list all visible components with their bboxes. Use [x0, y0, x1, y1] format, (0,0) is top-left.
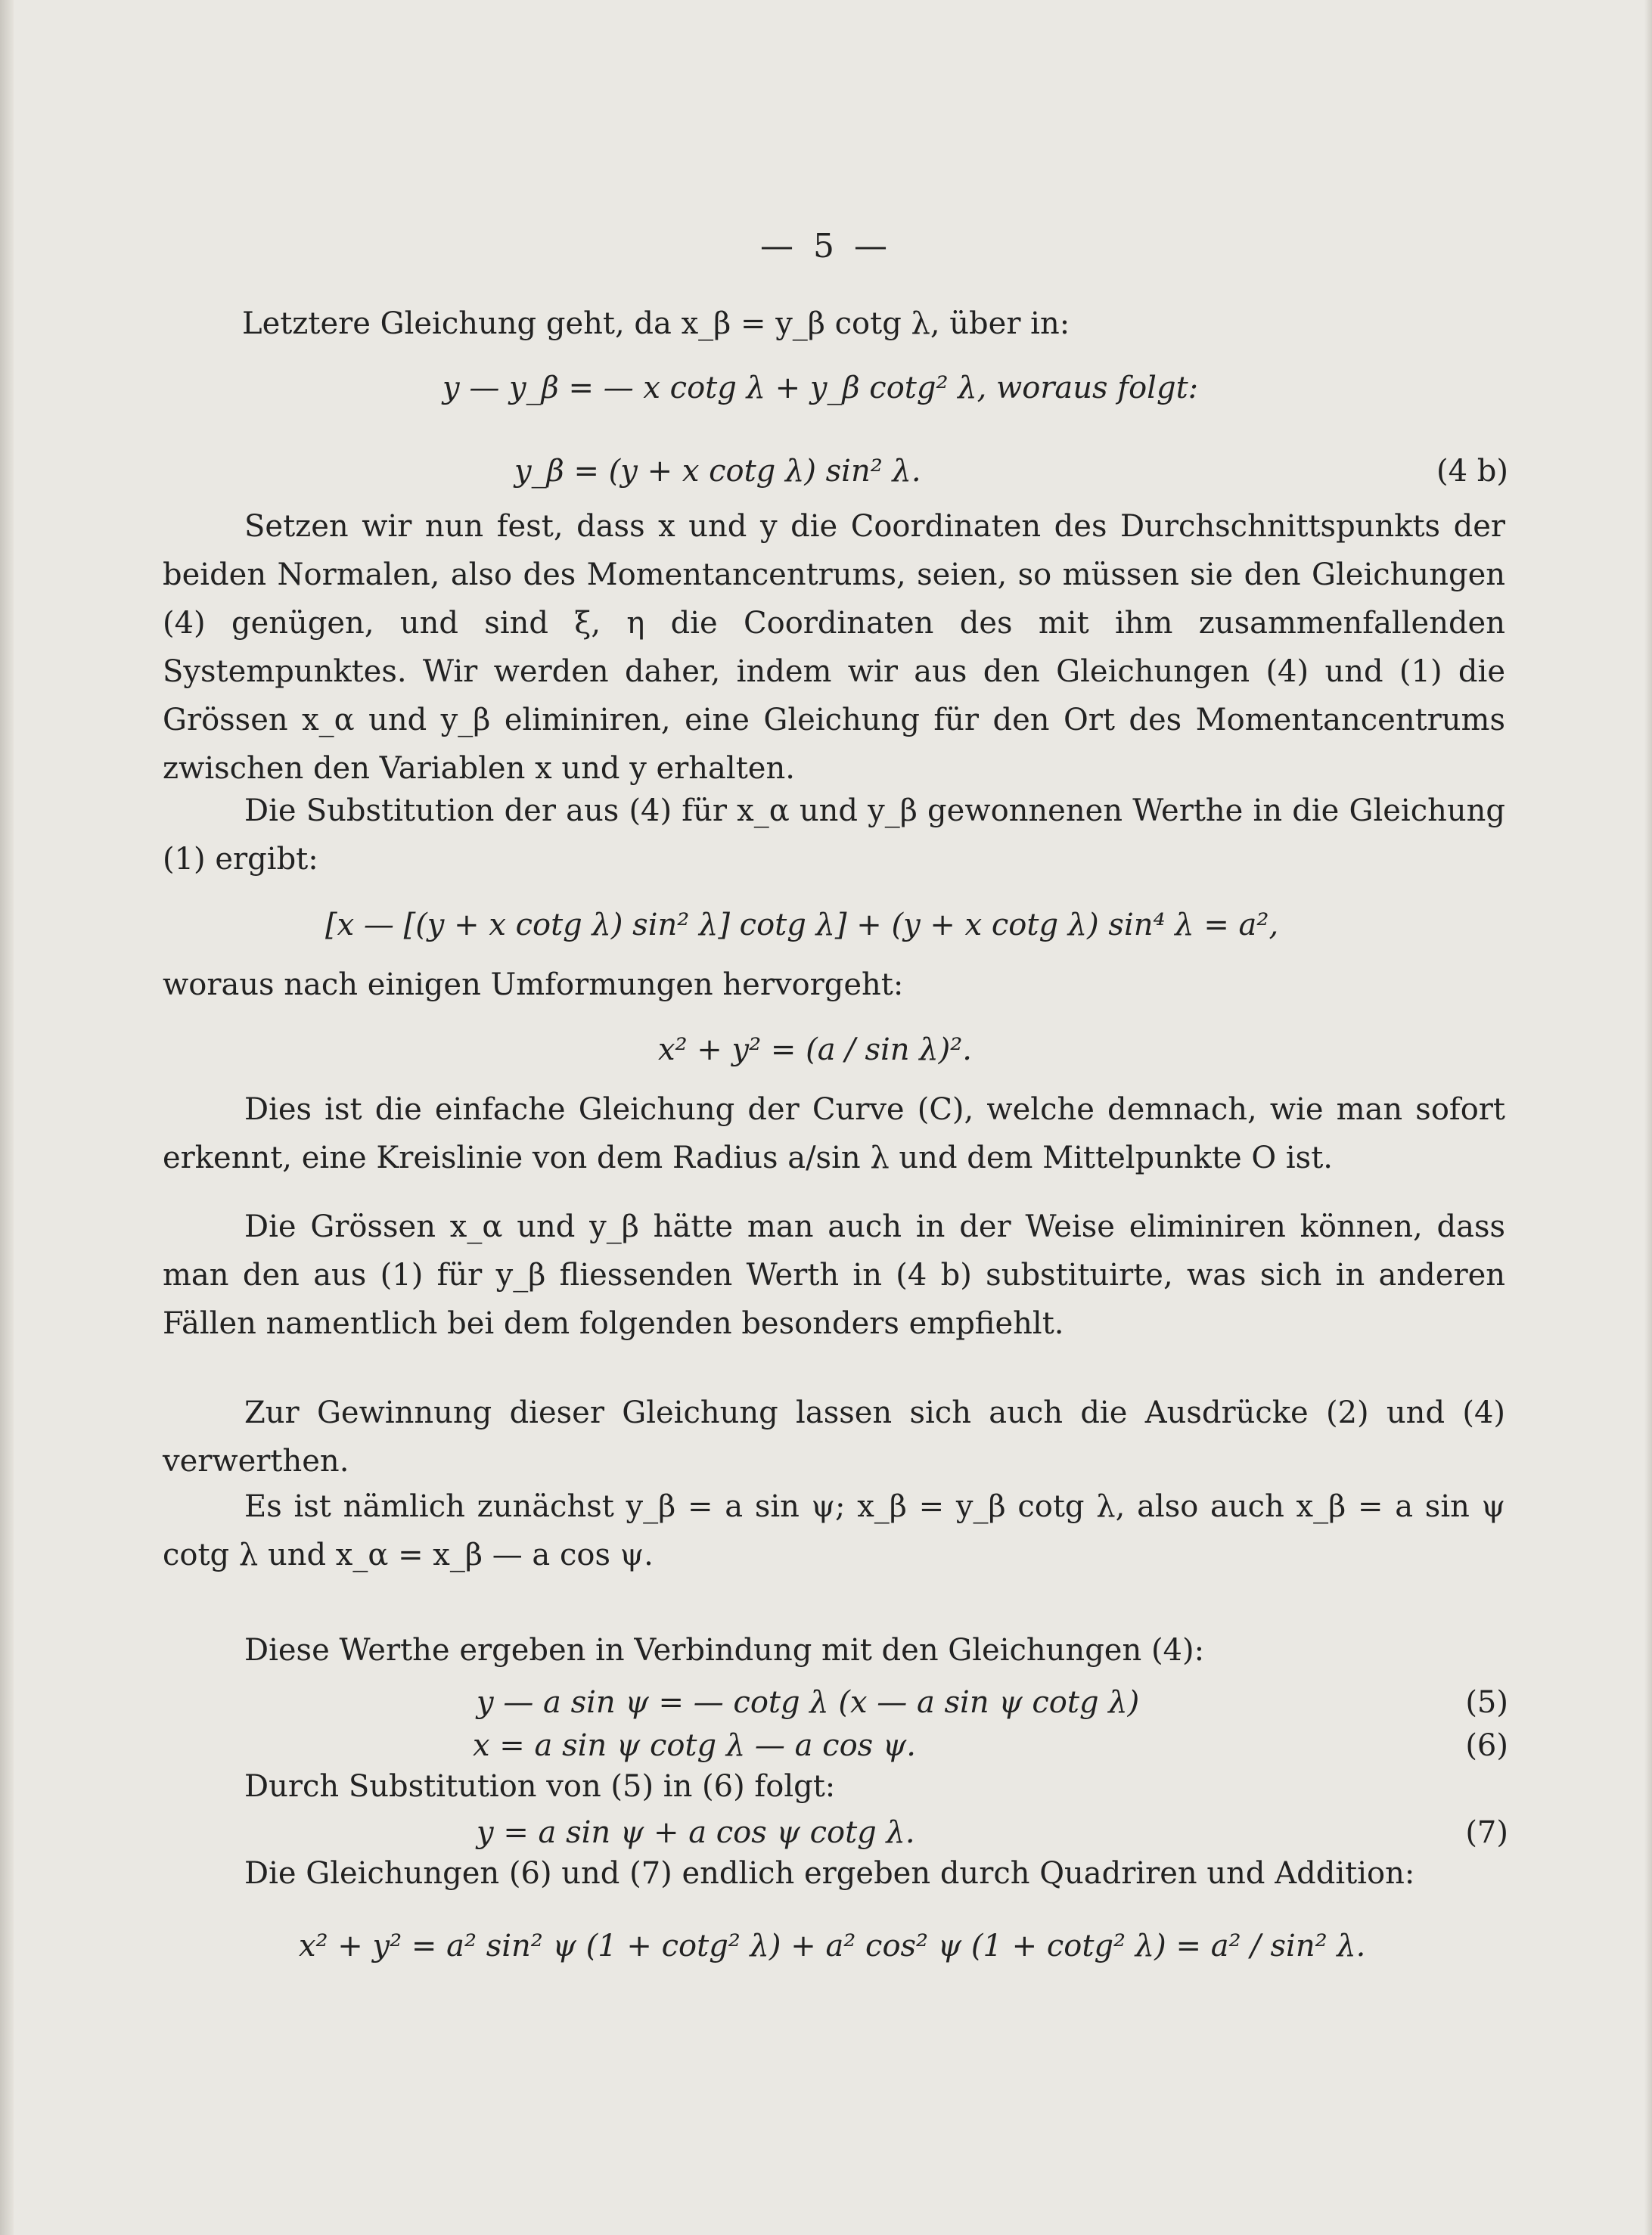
equation-number-7: (7): [1465, 1815, 1508, 1850]
paragraph-8: Diese Werthe ergeben in Verbindung mit den Gleichungen (4):: [244, 1633, 1205, 1668]
paragraph-2: Die Substitution der aus (4) für x_α und y_β gewonnenen Werthe in die Gleichung (1) ergibt:: [163, 793, 1505, 877]
equation-number-4b: (4 b): [1436, 454, 1508, 489]
paragraph-3: woraus nach einigen Umformungen hervorgeht:: [163, 967, 904, 1002]
equation-substitution: [x — [(y + x cotg λ) sin² λ] cotg λ] + (y + x cotg λ) sin⁴ λ = a²,: [325, 908, 1279, 942]
equation-number-5: (5): [1465, 1685, 1508, 1720]
paragraph-4: Dies ist die einfache Gleichung der Curve (C), welche demnach, wie man sofort erkennt, eine Kreislinie von dem Radius a/sin λ und dem Mittelpunkte O ist.: [163, 1092, 1505, 1175]
line-1: Letztere Gleichung geht, da x_β = y_β cotg λ, über in:: [242, 306, 1070, 341]
equation-6: x = a sin ψ cotg λ — a cos ψ.: [473, 1728, 916, 1763]
equation-circle: x² + y² = (a / sin λ)².: [658, 1032, 972, 1067]
equation-number-6: (6): [1465, 1728, 1508, 1763]
paragraph-10: Die Gleichungen (6) und (7) endlich ergeben durch Quadriren und Addition:: [244, 1856, 1415, 1891]
paragraph-1: Setzen wir nun fest, dass x und y die Coordinaten des Durchschnittspunkts der beiden Normalen, also des Momentancentrums, seien, so müssen sie den Gleichungen (4) genügen, und sind ξ, η die Coordinaten des mit ihm zusammenfallenden Systempunktes. Wir werden daher, indem wir aus den Gleichungen (4) und (1) die Grössen x_α und y_β eliminiren, eine Gleichung für den Ort des Momentancentrums zwischen den Variablen x und y erhalten.: [163, 509, 1505, 786]
page-binding-edge: [0, 0, 14, 2235]
paragraph-5: Die Grössen x_α und y_β hätte man auch in der Weise eliminiren können, dass man den aus (1) für y_β fliessenden Werth in (4 b) substituirte, was sich in anderen Fällen namentlich bei dem folgenden besonders empfiehlt.: [163, 1209, 1505, 1341]
page-right-edge: [1644, 0, 1652, 2235]
page-number: — 5 —: [760, 227, 892, 265]
paragraph-9: Durch Substitution von (5) in (6) folgt:: [244, 1769, 836, 1804]
equation-final: x² + y² = a² sin² ψ (1 + cotg² λ) + a² cos² ψ (1 + cotg² λ) = a² / sin² λ.: [299, 1929, 1366, 1963]
paragraph-7: Es ist nämlich zunächst y_β = a sin ψ; x_β = y_β cotg λ, also auch x_β = a sin ψ cotg λ und x_α = x_β — a cos ψ.: [163, 1489, 1505, 1572]
equation-4b: y_β = (y + x cotg λ) sin² λ.: [514, 454, 921, 489]
equation-5: y — a sin ψ = — cotg λ (x — a sin ψ cotg λ): [477, 1685, 1140, 1720]
equation-7: y = a sin ψ + a cos ψ cotg λ.: [477, 1815, 915, 1850]
paragraph-6: Zur Gewinnung dieser Gleichung lassen sich auch die Ausdrücke (2) und (4) verwerthen.: [163, 1395, 1505, 1479]
equation-line-2: y — y_β = — x cotg λ + y_β cotg² λ, woraus folgt:: [442, 371, 1199, 405]
